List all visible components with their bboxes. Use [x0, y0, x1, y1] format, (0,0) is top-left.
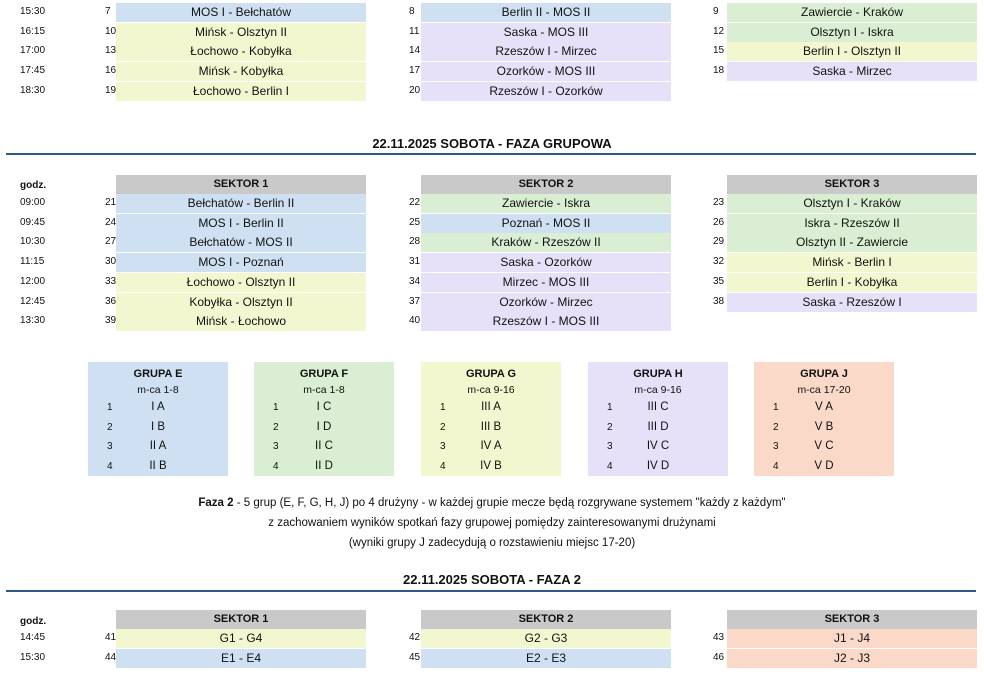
group-position: 2 — [607, 421, 613, 433]
group-team-slot: II C — [315, 440, 333, 452]
note-text-1: - 5 grup (E, F, G, H, J) po 4 drużyny - w każdej grupie mecze będą rozgrywane systemem "każdy z każdym" — [233, 497, 786, 509]
match-cell: Olsztyn I - Iskra — [727, 23, 977, 42]
match-number: 22 — [409, 197, 421, 208]
match-number: 32 — [713, 256, 725, 268]
match-number: 15 — [713, 45, 725, 57]
match-cell: J2 - J3 — [727, 649, 977, 668]
group-name: GRUPA G — [465, 368, 517, 380]
match-time: 15:30 — [20, 651, 46, 663]
group-position: 3 — [607, 441, 613, 452]
group-row — [754, 418, 894, 438]
match-cell: Rzeszów I - Ozorków — [421, 82, 671, 101]
group-team-slot: IV C — [646, 440, 670, 452]
group-team-slot: I A — [151, 401, 165, 413]
match-number: 24 — [105, 216, 117, 228]
match-number: 26 — [713, 216, 725, 228]
match-time: 16:15 — [20, 25, 46, 37]
group-row — [88, 437, 228, 457]
match-cell: Iskra - Rzeszów II — [727, 214, 977, 233]
group-position: 1 — [440, 402, 446, 413]
group-team-slot: IV D — [646, 459, 670, 472]
match-number: 40 — [409, 315, 421, 327]
sector-header: SEKTOR 2 — [421, 610, 671, 629]
group-row — [588, 457, 728, 477]
match-cell: Rzeszów I - Mirzec — [421, 42, 671, 61]
match-number: 19 — [105, 84, 117, 96]
group-position: 2 — [107, 421, 113, 433]
group-position: 1 — [273, 402, 279, 413]
group-position: 2 — [273, 421, 279, 433]
match-number: 34 — [409, 275, 421, 287]
match-cell: Bełchatów - MOS II — [116, 233, 366, 252]
group-position: 3 — [107, 441, 113, 452]
match-time: 13:30 — [20, 315, 46, 327]
match-cell: Saska - Rzeszów I — [727, 293, 977, 312]
match-cell: Saska - Mirzec — [727, 62, 977, 81]
group-team-slot: III C — [647, 401, 669, 413]
match-cell: MOS I - Poznań — [116, 253, 366, 272]
group-row — [588, 418, 728, 438]
group-row — [421, 398, 561, 418]
group-position: 3 — [773, 441, 779, 452]
group-position: 4 — [607, 460, 613, 472]
group-row — [88, 398, 228, 418]
group-team-slot: III A — [481, 401, 501, 413]
match-cell: Kobyłka - Olsztyn II — [116, 293, 366, 312]
match-cell: Łochowo - Olsztyn II — [116, 273, 366, 292]
group-places: m-ca 1-8 — [137, 384, 179, 396]
group-team-slot: II A — [149, 440, 167, 452]
match-number: 23 — [713, 197, 725, 208]
match-cell: E2 - E3 — [421, 649, 671, 668]
match-cell: Łochowo - Kobyłka — [116, 42, 366, 61]
group-team-slot: I D — [316, 420, 332, 433]
group-team-slot: III B — [480, 420, 502, 433]
group-team-slot: V C — [814, 440, 834, 452]
group-position: 4 — [273, 460, 279, 472]
group-name: GRUPA F — [299, 368, 349, 380]
hour-label: godz. — [20, 180, 47, 191]
group-name: GRUPA H — [633, 368, 683, 380]
group-box — [754, 362, 894, 476]
group-team-slot: II D — [315, 459, 333, 472]
group-row — [254, 418, 394, 438]
group-row — [421, 457, 561, 477]
match-cell: Mirzec - MOS III — [421, 273, 671, 292]
group-position: 2 — [440, 421, 446, 433]
match-cell: Mińsk - Berlin I — [727, 253, 977, 272]
match-cell: Mińsk - Kobyłka — [116, 62, 366, 81]
match-number: 43 — [713, 632, 725, 643]
match-cell: G1 - G4 — [116, 629, 366, 648]
group-row — [588, 398, 728, 418]
group-row — [254, 457, 394, 477]
group-team-slot: V A — [815, 401, 833, 413]
group-position: 2 — [773, 421, 779, 433]
group-places: m-ca 17-20 — [797, 384, 851, 396]
match-number: 7 — [105, 6, 111, 17]
match-number: 21 — [105, 197, 117, 208]
section-title-group-phase: 22.11.2025 SOBOTA - FAZA GRUPOWA — [372, 136, 612, 151]
match-cell: Olsztyn II - Zawiercie — [727, 233, 977, 252]
group-places: m-ca 9-16 — [467, 384, 515, 396]
group-team-slot: III D — [647, 420, 669, 433]
match-number: 17 — [409, 65, 421, 77]
group-position: 3 — [273, 441, 279, 452]
match-number: 20 — [409, 84, 421, 96]
match-number: 44 — [105, 651, 117, 663]
group-places: m-ca 9-16 — [634, 384, 682, 396]
sector-header: SEKTOR 2 — [421, 175, 671, 194]
section-title-phase-2: 22.11.2025 SOBOTA - FAZA 2 — [403, 572, 581, 587]
section-divider — [6, 590, 976, 592]
match-cell: Poznań - MOS II — [421, 214, 671, 233]
group-position: 4 — [440, 460, 446, 472]
match-time: 17:00 — [20, 45, 46, 57]
match-cell: Bełchatów - Berlin II — [116, 194, 366, 213]
match-time: 10:30 — [20, 236, 46, 248]
match-number: 38 — [713, 295, 725, 307]
match-cell: MOS I - Berlin II — [116, 214, 366, 233]
match-time: 12:45 — [20, 295, 46, 307]
match-cell: Berlin I - Olsztyn II — [727, 42, 977, 61]
sector-header: SEKTOR 1 — [116, 610, 366, 629]
match-cell: Mińsk - Olsztyn II — [116, 23, 366, 42]
match-number: 39 — [105, 315, 117, 327]
match-time: 09:00 — [20, 197, 46, 208]
match-number: 8 — [409, 6, 415, 17]
match-cell: Ozorków - MOS III — [421, 62, 671, 81]
group-places: m-ca 1-8 — [303, 384, 345, 396]
match-number: 31 — [409, 256, 421, 268]
match-number: 37 — [409, 295, 421, 307]
group-row — [254, 437, 394, 457]
group-row — [754, 457, 894, 477]
match-number: 13 — [105, 45, 117, 57]
match-time: 11:15 — [20, 256, 45, 268]
note-line-3: (wyniki grupy J zadecydują o rozstawieniu miejsc 17-20) — [348, 537, 636, 549]
group-row — [588, 437, 728, 457]
group-row — [754, 398, 894, 418]
match-number: 42 — [409, 632, 421, 643]
match-cell: Saska - Ozorków — [421, 253, 671, 272]
match-number: 27 — [105, 236, 117, 248]
match-number: 46 — [713, 651, 725, 663]
match-cell: Zawiercie - Iskra — [421, 194, 671, 213]
match-cell: MOS I - Bełchatów — [116, 3, 366, 22]
match-cell: Kraków - Rzeszów II — [421, 233, 671, 252]
match-number: 28 — [409, 236, 421, 248]
match-cell: Mińsk - Łochowo — [116, 312, 366, 331]
group-team-slot: IV B — [480, 459, 502, 472]
match-time: 18:30 — [20, 84, 46, 96]
match-time: 15:30 — [20, 6, 46, 17]
group-position: 4 — [107, 460, 113, 472]
match-cell: Saska - MOS III — [421, 23, 671, 42]
match-number: 12 — [713, 25, 725, 37]
phase-2-note — [0, 493, 984, 553]
group-team-slot: I B — [150, 420, 166, 433]
group-box — [421, 362, 561, 476]
group-row — [421, 437, 561, 457]
match-number: 25 — [409, 216, 421, 228]
match-cell: Berlin I - Kobyłka — [727, 273, 977, 292]
match-number: 10 — [105, 25, 117, 37]
match-number: 45 — [409, 651, 421, 663]
match-cell: E1 - E4 — [116, 649, 366, 668]
group-team-slot: IV A — [480, 440, 502, 452]
group-row — [88, 418, 228, 438]
group-team-slot: I C — [316, 401, 332, 413]
note-line-1 — [0, 493, 984, 513]
sector-header: SEKTOR 3 — [727, 610, 977, 629]
match-cell: Olsztyn I - Kraków — [727, 194, 977, 213]
match-time: 12:00 — [20, 275, 46, 287]
group-team-slot: V D — [814, 459, 834, 472]
group-position: 1 — [607, 402, 613, 413]
group-name: GRUPA E — [133, 368, 183, 380]
match-cell: J1 - J4 — [727, 629, 977, 648]
group-position: 1 — [773, 402, 779, 413]
match-number: 41 — [105, 632, 117, 643]
match-number: 11 — [409, 25, 420, 37]
group-box — [88, 362, 228, 476]
group-name: GRUPA J — [800, 368, 848, 380]
sector-header: SEKTOR 3 — [727, 175, 977, 194]
match-cell: Zawiercie - Kraków — [727, 3, 977, 22]
match-number: 29 — [713, 236, 725, 248]
group-box — [254, 362, 394, 476]
group-row — [254, 398, 394, 418]
match-number: 14 — [409, 45, 421, 57]
match-number: 35 — [713, 275, 725, 287]
match-number: 9 — [713, 6, 719, 17]
match-number: 33 — [105, 275, 117, 287]
group-position: 3 — [440, 441, 446, 452]
group-position: 4 — [773, 460, 779, 472]
match-cell: Rzeszów I - MOS III — [421, 312, 671, 331]
match-number: 36 — [105, 295, 117, 307]
match-cell: Ozorków - Mirzec — [421, 293, 671, 312]
group-row — [88, 457, 228, 477]
section-divider — [6, 153, 976, 155]
match-cell: Berlin II - MOS II — [421, 3, 671, 22]
match-time: 17:45 — [20, 65, 46, 77]
match-number: 18 — [713, 65, 725, 77]
group-row — [421, 418, 561, 438]
note-line-2: z zachowaniem wyników spotkań fazy grupowej pomiędzy zainteresowanymi drużynami — [268, 517, 716, 529]
match-time: 14:45 — [20, 632, 46, 643]
match-time: 09:45 — [20, 216, 46, 228]
group-row — [754, 437, 894, 457]
group-team-slot: II B — [149, 459, 167, 472]
sector-header: SEKTOR 1 — [116, 175, 366, 194]
note-bold: Faza 2 — [198, 497, 234, 509]
group-box — [588, 362, 728, 476]
match-number: 30 — [105, 256, 117, 268]
match-cell: G2 - G3 — [421, 629, 671, 648]
match-cell: Łochowo - Berlin I — [116, 82, 366, 101]
group-team-slot: V B — [814, 420, 834, 433]
hour-label: godz. — [20, 616, 47, 627]
group-position: 1 — [107, 402, 113, 413]
match-number: 16 — [105, 65, 117, 77]
